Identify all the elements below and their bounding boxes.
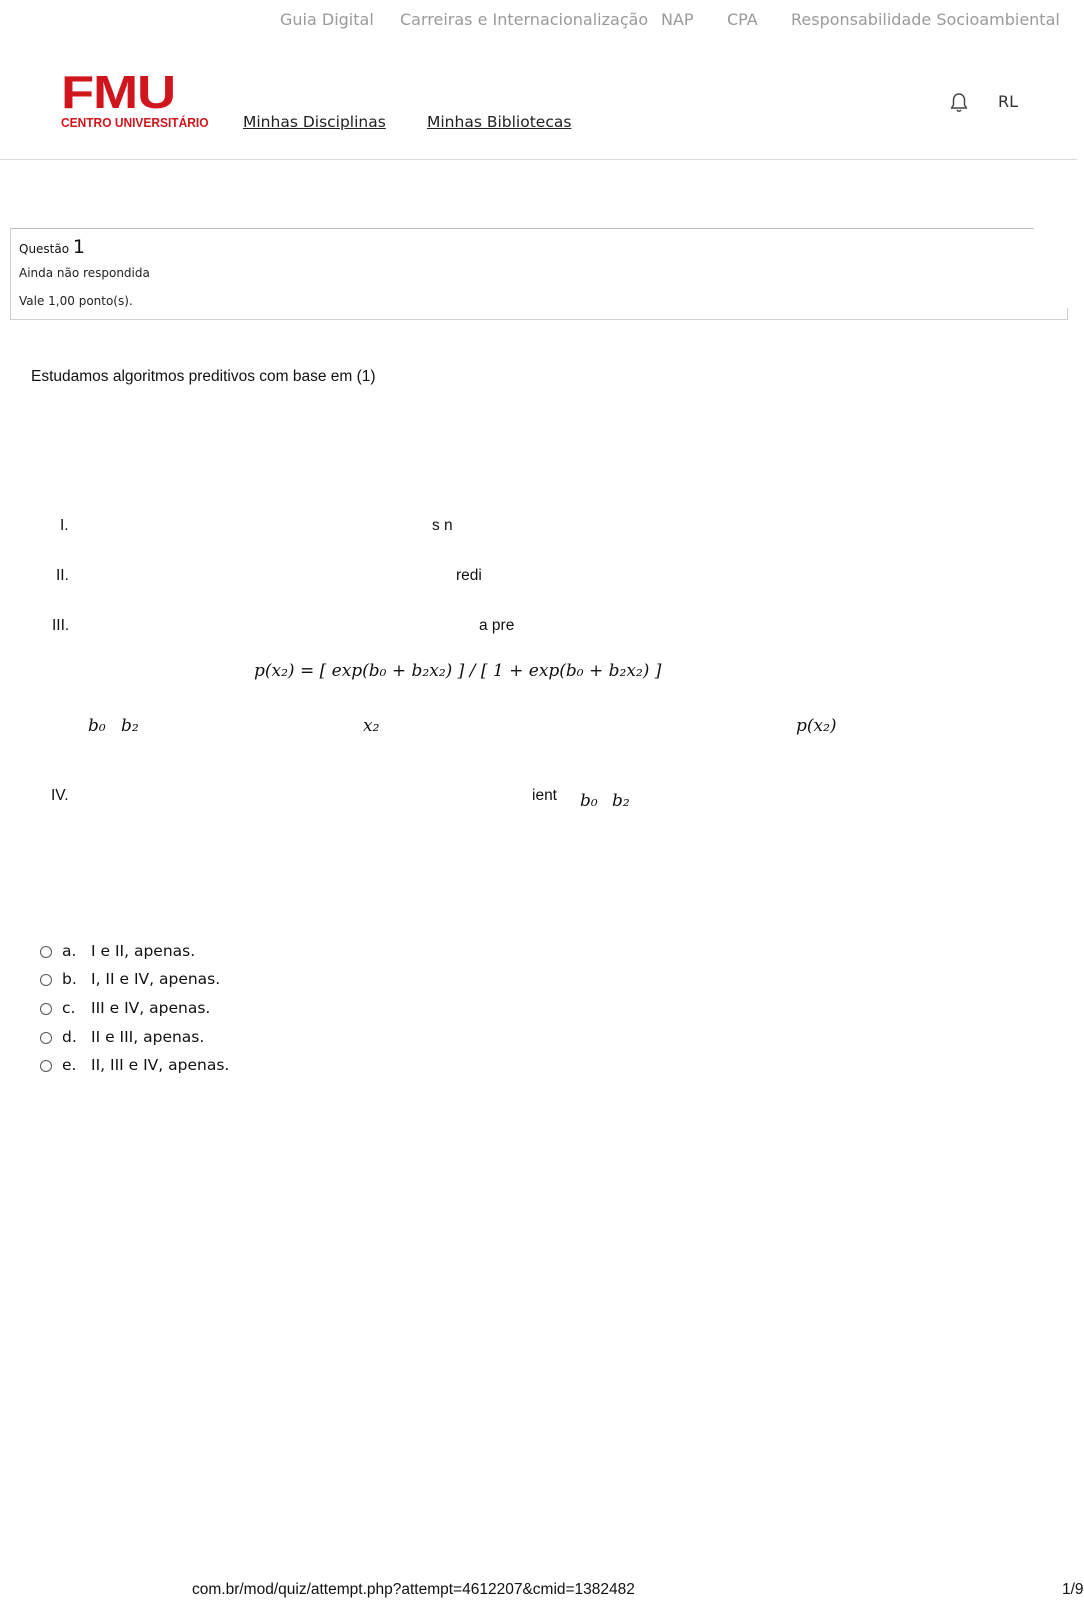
var-b0: b₀ [88, 716, 106, 736]
answer-option-d[interactable] [40, 1028, 340, 1052]
radio-b[interactable] [40, 974, 52, 986]
answer-option-e[interactable] [40, 1056, 340, 1080]
bell-icon[interactable] [949, 92, 969, 114]
answer-text: III e IV, apenas. [91, 999, 211, 1017]
question-intro: Estudamos algoritmos preditivos com base em (1) [31, 368, 376, 385]
question-info-box [10, 228, 1068, 320]
nav-minhas-disciplinas[interactable]: Minhas Disciplinas [243, 113, 386, 131]
page-url: com.br/mod/quiz/attempt.php?attempt=4612207&cmid=1382482 [192, 1581, 635, 1598]
var-b2-item4: b₂ [612, 791, 630, 811]
question-title [19, 236, 85, 258]
page-number: 1/9 [1062, 1581, 1084, 1598]
var-b0-item4: b₀ [580, 791, 598, 811]
answer-letter: c. [62, 999, 76, 1017]
nav-minhas-bibliotecas[interactable]: Minhas Bibliotecas [427, 113, 572, 131]
item-fragment-1: s n [432, 517, 453, 534]
answer-option-b[interactable] [40, 970, 340, 994]
answer-letter: b. [62, 970, 77, 988]
top-link-responsabilidade[interactable]: Responsabilidade Socioambiental [791, 10, 1060, 29]
answer-text: I, II e IV, apenas. [91, 970, 221, 988]
radio-e[interactable] [40, 1060, 52, 1072]
answer-option-c[interactable] [40, 999, 340, 1023]
logo-wordmark: FMU [61, 66, 176, 118]
item-number-4: IV. [51, 787, 69, 804]
question-grade: Vale 1,00 ponto(s). [19, 294, 133, 308]
logistic-formula: p(x₂) = [ exp(b₀ + b₂x₂) ] / [ 1 + exp(b₀ + b₂x₂) ] [254, 661, 662, 681]
answer-letter: a. [62, 942, 77, 960]
item-number-1: I. [60, 517, 69, 534]
logo-subtitle: CENTRO UNIVERSITÁRIO [61, 115, 209, 130]
answer-text: II e III, apenas. [91, 1028, 205, 1046]
item-fragment-4: ient [532, 787, 557, 804]
var-x2: x₂ [363, 716, 380, 736]
answer-letter: d. [62, 1028, 77, 1046]
item-number-3: III. [52, 617, 70, 634]
radio-d[interactable] [40, 1032, 52, 1044]
top-link-carreiras[interactable]: Carreiras e Internacionalização [400, 10, 649, 29]
answer-text: II, III e IV, apenas. [91, 1056, 230, 1074]
top-link-guia-digital[interactable]: Guia Digital [280, 10, 374, 29]
question-number: 1 [72, 236, 86, 258]
question-state: Ainda não respondida [19, 266, 150, 280]
radio-c[interactable] [40, 1003, 52, 1015]
user-initials[interactable]: RL [998, 92, 1019, 111]
item-fragment-3: a pre [479, 617, 515, 634]
question-label: Questão [19, 242, 70, 256]
header-divider [0, 159, 1077, 160]
answer-text: I e II, apenas. [91, 942, 196, 960]
item-number-2: II. [56, 567, 69, 584]
radio-a[interactable] [40, 946, 52, 958]
item-fragment-2: redi [456, 567, 482, 584]
top-links-bar [0, 10, 1084, 34]
question-info-box-gap [1034, 228, 1070, 308]
top-link-cpa[interactable]: CPA [727, 10, 758, 29]
top-link-nap[interactable]: NAP [661, 10, 694, 29]
answer-option-a[interactable] [40, 942, 340, 966]
var-px2: p(x₂) [796, 716, 837, 736]
var-b2: b₂ [121, 716, 139, 736]
answer-letter: e. [62, 1056, 77, 1074]
fmu-logo[interactable] [61, 66, 209, 133]
